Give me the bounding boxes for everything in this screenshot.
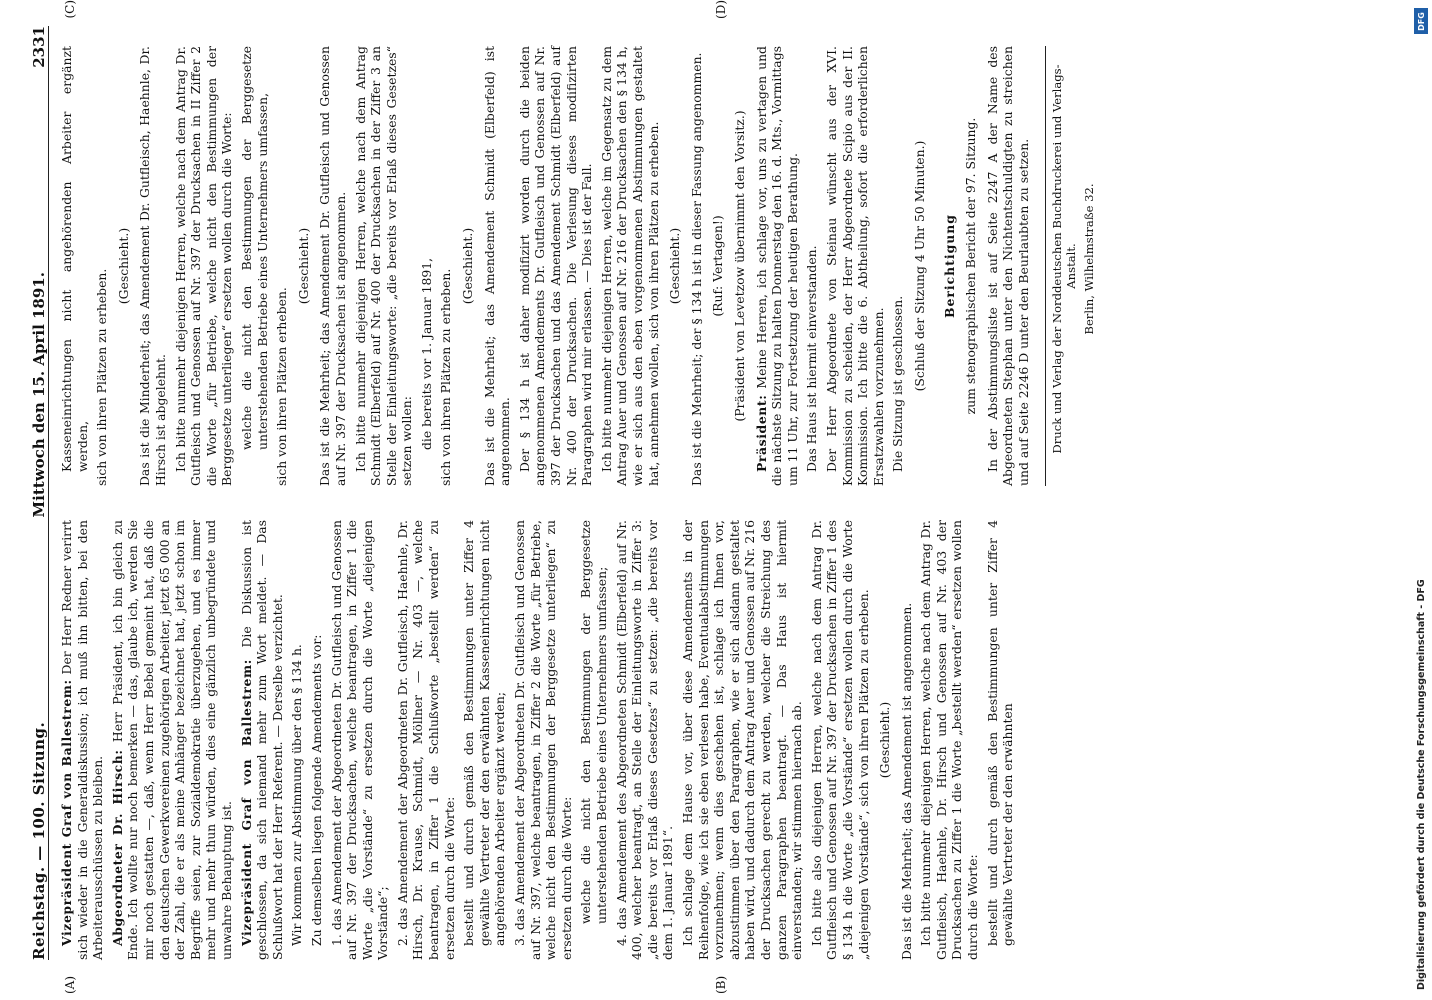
paragraph-text: 1. das Amendement der Abgeordneten Dr. Gutfleisch und Genossen auf Nr. 397 der Drucksachen, welche beantragen, in Ziffer 1 die Worte „die Vorstände“ zu ersetzen durch die Worte „diejenigen Vorstände“; bbox=[328, 520, 391, 960]
paragraph-text: Ich bitte nunmehr diejenigen Herren, welche im Gegensatz zu dem Antrag Auer und Genossen auf Nr. 216 der Drucksachen den § 134 h, wie er sich aus den eben vorgenommenen Abstimmungen gestaltet hat, annehmen wollen, sich von ihren Plätzen zu erheben. bbox=[598, 46, 661, 486]
right-paragraph bbox=[353, 46, 415, 486]
right-paragraph bbox=[419, 46, 435, 486]
paragraph-text: Das ist die Mehrheit; das Amendement Dr. Gutfleisch und Genossen auf Nr. 397 der Drucksachen ist angenommen. bbox=[317, 46, 348, 486]
right-paragraph bbox=[239, 46, 270, 486]
left-paragraph bbox=[918, 520, 980, 960]
left-paragraph bbox=[309, 520, 325, 960]
dfg-notice: Digitalisierung gefördert durch die Deutsche Forschungsgemeinschaft - DFG bbox=[1416, 579, 1427, 990]
right-paragraph bbox=[460, 46, 476, 486]
paragraph-text: sich von ihren Plätzen zu erheben. bbox=[94, 268, 110, 486]
header-left: Reichstag. — 100. Sitzung. bbox=[30, 721, 48, 960]
paragraph-text: Die Diskussion ist geschlossen, da sich niemand mehr zum Wort meldet. — Das Schlußwort hat der Herr Referent. — Derselbe verzichtet. bbox=[238, 520, 285, 960]
paragraph-text: Ich bitte nunmehr diejenigen Herren, welche nach dem Antrag Dr. Gutfleisch und Genossen auf Nr. 397 der Drucksachen in II Ziffer 2 die Worte „für Betriebe, welche nicht den Bestimmungen der Berggesetze unterliegen“ ersetzen wollen durch die Worte: bbox=[172, 46, 235, 486]
dfg-logo bbox=[1414, 8, 1428, 34]
page-header bbox=[10, 26, 49, 960]
paragraph-text: welche die nicht den Bestimmungen der Berggesetze unterstehenden Betriebe eines Unternehmers umfassen; bbox=[578, 520, 609, 924]
left-paragraph bbox=[59, 520, 106, 960]
paragraph-text: Ich bitte also diejenigen Herren, welche nach dem Antrag Dr. Gutfleisch und Genossen auf Nr. 397 der Drucksachen in Ziffer 1 des § 134 h die Worte „die Vorstände“ ersetzen wollen durch die Worte „diejenigen Vorstände“, sich von ihren Plätzen zu erheben. bbox=[808, 520, 871, 960]
left-paragraph bbox=[877, 520, 893, 960]
paragraph-text: (Geschieht.) bbox=[877, 701, 893, 779]
paragraph-text: (Geschieht.) bbox=[295, 227, 311, 305]
paragraph-text: Das ist die Mehrheit; der § 134 h ist in dieser Fassung angenommen. bbox=[688, 52, 704, 486]
paragraph-text: sich von ihren Plätzen erheben. bbox=[274, 287, 290, 486]
paragraph-text: Ich bitte nunmehr diejenigen Herren, welche nach dem Antrag Dr. Gutfleisch, Haehnle, Dr. Hirsch und Genossen auf Nr. 403 der Drucksachen zu Ziffer 1 die Worte „bestellt werden“ ersetzen wollen durch die Worte: bbox=[918, 520, 981, 960]
paragraph-text: Herr Präsident, ich bin gleich zu Ende. Ich wollte nur noch bemerken — das, glaube ich, werden Sie mir noch gestatten —, daß, wenn Herr Bebel gemeint hat, daß die den deutschen Gewerkvereinen zugehörigen Arbeiter, jetzt 65 000 an der Zahl, die er als meine Anhänger bezeichnet hat, jetzt schon im Begriffe seien, zur Sozialdemokratie überzugehen, und es immer mehr und mehr thun würden, dies eine gänzlich unbegründete und unwahre Behauptung ist. bbox=[109, 519, 234, 960]
paragraph-text: bestellt und durch gemäß den Bestimmungen unter Ziffer 4 gewählte Vertreter der den erwähnten Kasseneinrichtungen nicht angehörenden Arbeiter ergänzt werden; bbox=[461, 520, 508, 946]
left-paragraph bbox=[395, 520, 457, 960]
left-paragraph bbox=[512, 520, 574, 960]
left-paragraph bbox=[985, 520, 1016, 960]
margin-marker-b: (B) bbox=[714, 975, 728, 994]
right-paragraph bbox=[94, 46, 110, 486]
paragraph-text: (Ruf: Vertagen!) bbox=[710, 215, 726, 317]
speaker-name: Präsident: bbox=[753, 394, 769, 472]
paragraph-text: (Geschieht.) bbox=[115, 227, 131, 305]
imprint-rule bbox=[1045, 46, 1046, 486]
right-paragraph bbox=[296, 46, 312, 486]
speaker-name: Abgeordneter Dr. Hirsch: bbox=[109, 749, 125, 946]
paragraph-text: (Geschieht.) bbox=[460, 227, 476, 305]
right-paragraph bbox=[599, 46, 661, 486]
right-paragraph bbox=[689, 46, 705, 486]
paragraph-text: Ich bitte nunmehr diejenigen Herren, welche nach dem Antrag Schmidt (Elberfeld) auf Nr. 400 der Drucksachen in der Ziffer 3 an Stelle der Einleitungsworte: „die bereits vor Erlaß dieses Gesetzes“ setzen wollen: bbox=[352, 46, 415, 486]
paragraph-text: Meine Herren, ich schlage vor, uns zu vertagen und die nächste Sitzung zu halten Donnerstag den 16. d. Mts., Vormittags um 11 Uhr, zur Fortsetzung der heutigen Berathung. bbox=[753, 46, 800, 486]
left-paragraph bbox=[614, 520, 676, 960]
paragraph-text: In der Abstimmungsliste ist auf Seite 2247 A der Name des Abgeordneten Stephan unter den Nichtentschuldigten zu streichen und auf Seite 2246 D unter den Beurlaubten zu setzen. bbox=[984, 46, 1031, 486]
paragraph-text: Der Herr Abgeordnete von Steinau wünscht aus der XVI. Kommission zu scheiden, der Herr Abgeordnete Scipio aus der II. Kommission. Ich bitte die 6. Abtheilung, sofort die erforderlichen Ersatzwahlen vorzunehmen. bbox=[823, 46, 886, 486]
right-column-body bbox=[59, 46, 1031, 486]
left-paragraph bbox=[578, 520, 609, 960]
paragraph-text: zum stenographischen Bericht der 97. Sitzung. bbox=[963, 117, 979, 415]
paragraph-text: Der Herr Redner verirrt sich wieder in die Generaldiskussion; ich muß ihn bitten, bei den Arbeiterausschüssen zu bleiben. bbox=[59, 520, 106, 960]
left-paragraph bbox=[239, 520, 286, 960]
right-paragraph bbox=[274, 46, 290, 486]
left-paragraph bbox=[899, 520, 915, 960]
right-paragraph bbox=[317, 46, 348, 486]
header-date: Mittwoch den 15. April 1891. bbox=[30, 272, 48, 518]
right-paragraph bbox=[804, 46, 820, 486]
margin-marker-a: (A) bbox=[63, 975, 77, 994]
paragraph-text: Das ist die Minderheit; das Amendement Dr. Gutfleisch, Haehnle, Dr. Hirsch ist abgelehnt. bbox=[137, 46, 168, 486]
right-column bbox=[59, 46, 1100, 486]
imprint-line-1: Druck und Verlag der Norddeutschen Buchdruckerei und Verlags-Anstalt. bbox=[1050, 64, 1079, 454]
right-paragraph bbox=[732, 46, 748, 486]
paragraph-text: 2. das Amendement der Abgeordneten Dr. Gutfleisch, Haehnle, Dr. Hirsch, Dr. Krause, Schmidt, Möllner — Nr. 403 —, welche beantragen, in Ziffer 1 die Schlußworte „bestellt werden“ zu ersetzen durch die Worte: bbox=[394, 520, 457, 960]
paragraph-text: Der § 134 h ist daher modifizirt worden durch die beiden angenommenen Amendements Dr. Gutfleisch und Genossen auf Nr. 397 der Drucksachen und das Amendement Schmidt (Elberfeld) auf Nr. 400 der Drucksachen. Die Verlesung dieses modifizirten Paragraphen wird mir erlassen. — Dies ist der Fall. bbox=[516, 46, 595, 486]
right-paragraph bbox=[754, 46, 801, 486]
right-paragraph bbox=[116, 46, 132, 486]
paragraph-text: Das ist die Mehrheit; das Amendement ist angenommen. bbox=[898, 602, 914, 960]
paragraph-text: bestellt und durch gemäß den Bestimmungen unter Ziffer 4 gewählte Vertreter der den erwähnten bbox=[984, 520, 1016, 946]
paragraph-text: Das Haus ist hiermit einverstanden. bbox=[804, 245, 820, 472]
paragraph-text: sich von ihren Plätzen zu erheben. bbox=[438, 268, 454, 486]
right-paragraph bbox=[963, 46, 979, 486]
paragraph-text: Wir kommen zur Abstimmung über den § 134 h. bbox=[289, 644, 305, 946]
left-paragraph bbox=[110, 520, 235, 960]
paragraph-text: welche die nicht den Bestimmungen der Berggesetze unterstehenden Betriebe eines Unternehmers umfassen, bbox=[238, 46, 270, 450]
paragraph-text: Das ist die Mehrheit; das Amendement Schmidt (Elberfeld) ist angenommen. bbox=[481, 46, 513, 486]
left-paragraph bbox=[680, 520, 805, 960]
paragraph-text: (Präsident von Levetzow übernimmt den Vorsitz.) bbox=[731, 110, 747, 422]
paragraph-text: (Schluß der Sitzung 4 Uhr 50 Minuten.) bbox=[911, 140, 927, 392]
text-columns bbox=[59, 0, 1100, 994]
paragraph-text: (Geschieht.) bbox=[667, 227, 683, 305]
speaker-name: Vizepräsident Graf von Ballestrem: bbox=[59, 679, 74, 946]
left-paragraph bbox=[461, 520, 508, 960]
paragraph-text: Berichtigung bbox=[941, 214, 957, 318]
right-paragraph bbox=[824, 46, 886, 486]
right-paragraph bbox=[517, 46, 595, 486]
imprint-line-2: Berlin, Wilhelmstraße 32. bbox=[1082, 183, 1097, 335]
paragraph-text: Kasseneinrichtungen nicht angehörenden Arbeiter ergänzt werden, bbox=[59, 46, 90, 472]
right-paragraph bbox=[137, 46, 168, 486]
right-paragraph bbox=[667, 46, 683, 486]
right-paragraph bbox=[985, 46, 1032, 486]
right-paragraph bbox=[438, 46, 454, 486]
speaker-name: Vizepräsident Graf von Ballestrem: bbox=[238, 659, 254, 946]
paragraph-text: 3. das Amendement der Abgeordneten Dr. Gutfleisch und Genossen auf Nr. 397, welche beantragen, in Ziffer 2 die Worte „für Betriebe, welche nicht den Bestimmungen der Berggesetze unterliegen“ zu ersetzen durch die Worte: bbox=[512, 520, 574, 960]
margin-marker-d: (D) bbox=[714, 0, 728, 19]
right-paragraph bbox=[710, 46, 726, 486]
margin-marker-c: (C) bbox=[63, 0, 77, 19]
paragraph-text: Zu demselben liegen folgende Amendements vor: bbox=[308, 634, 324, 946]
right-paragraph bbox=[942, 46, 958, 486]
paragraph-text: Die Sitzung ist geschlossen. bbox=[890, 295, 906, 472]
left-paragraph bbox=[809, 520, 871, 960]
right-paragraph bbox=[482, 46, 513, 486]
left-paragraph bbox=[289, 520, 305, 960]
right-paragraph bbox=[890, 46, 906, 486]
page-number: 2331 bbox=[30, 26, 48, 68]
left-column bbox=[59, 520, 1100, 960]
paragraph-text: die bereits vor 1. Januar 1891, bbox=[418, 257, 434, 450]
right-paragraph bbox=[59, 46, 90, 486]
right-paragraph bbox=[912, 46, 928, 486]
dfg-logo-text: DFG bbox=[1416, 11, 1426, 31]
paragraph-text: Ich schlage dem Hause vor, über diese Amendements in der Reihenfolge, wie ich sie eben verlesen habe, Eventualabstimmungen vorzunehmen; wenn dies geschehen ist, schlage ich Ihnen vor, abzustimmen über den Paragraphen, wie er sich alsdann gestaltet haben wird, und dadurch dem Antrag Auer und Genossen auf Nr. 216 der Drucksachen gerecht zu werden, welcher die Streichung des ganzen Paragraphen beantragt. — Das Haus ist hiermit einverstanden; wir stimmen hiernach ab. bbox=[679, 520, 805, 960]
right-paragraph bbox=[173, 46, 235, 486]
left-paragraph bbox=[329, 520, 391, 960]
paragraph-text: 4. das Amendement des Abgeordneten Schmidt (Elberfeld) auf Nr. 400, welcher beantragt, an Stelle der Einleitungsworte in Ziffer 3: „die bereits vor Erlaß dieses Gesetzes“ zu setzen: „die bereits vor dem 1. Januar 1891“. bbox=[613, 520, 676, 960]
